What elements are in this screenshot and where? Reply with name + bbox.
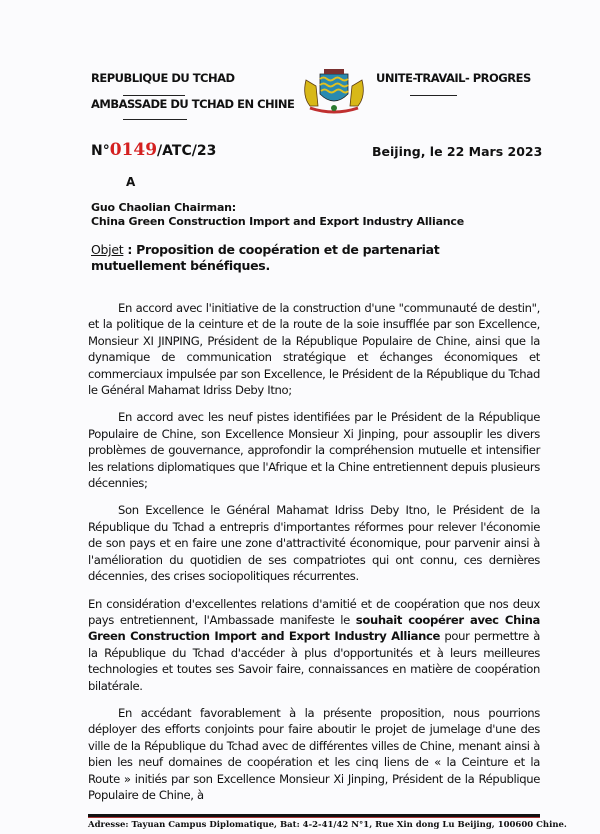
letter-date: Beijing, le 22 Mars 2023 xyxy=(372,144,543,159)
paragraph-2: En accord avec les neuf pistes identifiées par le Président de la République Populaire de Chine, son Excellence Monsieur Xi Jinping, pour assouplir les divers problèmes de gouvernance, approfondir la compréhension mutuelle et intensifier les relations diplomatiques que l'Afrique et la Chine entretiennent depuis plusieurs décennies; xyxy=(88,410,540,491)
national-motto: UNITE-TRAVAIL- PROGRES xyxy=(376,71,531,85)
letter-body xyxy=(88,0,567,834)
recipient-organization: China Green Construction Import and Export Industry Alliance xyxy=(91,215,465,228)
subject-text: : Proposition de coopération et de partenariat mutuellement bénéfiques. xyxy=(91,242,440,273)
reference-digits: 0149 xyxy=(109,140,158,160)
recipient-name: Guo Chaolian Chairman: xyxy=(91,201,236,214)
paragraph-3: Son Excellence le Général Mahamat Idriss Deby Itno, le Président de la République du Tchad a entrepris d'importantes réformes pour relever l'économie de son pays et en faire une zone d'attractivité économique, pour parvenir ainsi à l'amélioration du quotidien de ses compatriotes qui ont connu, ces dernières décennies, des crises sociopolitiques récurrentes. xyxy=(88,503,540,584)
paragraph-4: En considération d'excellentes relations d'amitié et de coopération que nos deux pays entretiennent, l'Ambassade manifeste le souhait coopérer avec China Green Construction Import and Export Industry Alliance pour permettre à la République du Tchad d'accéder à plus d'opportunités et à leurs meilleures technologies et toutes ses Savoir faire, connaissances en matière de coopération bilatérale. xyxy=(88,596,540,693)
republic-name: REPUBLIQUE DU TCHAD xyxy=(91,71,235,85)
paragraph-1: En accord avec l'initiative de la construction d'une "communauté de destin", et la politique de la ceinture et de la route de la soie insufflée par son Excellence, Monsieur XI JINPING, Président de la République Populaire de Chine, ainsi que la dynamique de communication stratégique et échanges économiques et commerciaux impulsée par son Excellence, le Président de la République du Tchad le Général Mahamat Idriss Deby Itno; xyxy=(88,301,540,398)
embassy-address: Adresse: Tayuan Campus Diplomatique, Bat: 4-2-41/42 N°1, Rue Xin dong Lu Beijing, 100600 Chine. xyxy=(88,820,567,831)
recipient-to: A xyxy=(126,175,136,189)
embassy-name: AMBASSADE DU TCHAD EN CHINE xyxy=(91,97,295,111)
reference-prefix: N° xyxy=(91,143,110,159)
reference-suffix: /ATC/23 xyxy=(157,143,217,159)
paragraph-5: En accédant favorablement à la présente proposition, nous pourrions déployer des efforts conjoints pour faire aboutir le projet de jumelage d'une des ville de la République du Tchad avec de différentes villes de Chine, menant ainsi à bien les neuf domaines de coopération et les cinq liens de « la Ceinture et la Route » initiés par son Excellence Monsieur Xi Jinping, Président de la République Populaire de Chine, à xyxy=(88,705,540,802)
footer-divider xyxy=(88,814,540,818)
highlighted-partner: souhait coopérer avec China Green Construction Import and Export Industry Alliance xyxy=(88,612,540,644)
subject-label: Objet xyxy=(91,242,124,257)
